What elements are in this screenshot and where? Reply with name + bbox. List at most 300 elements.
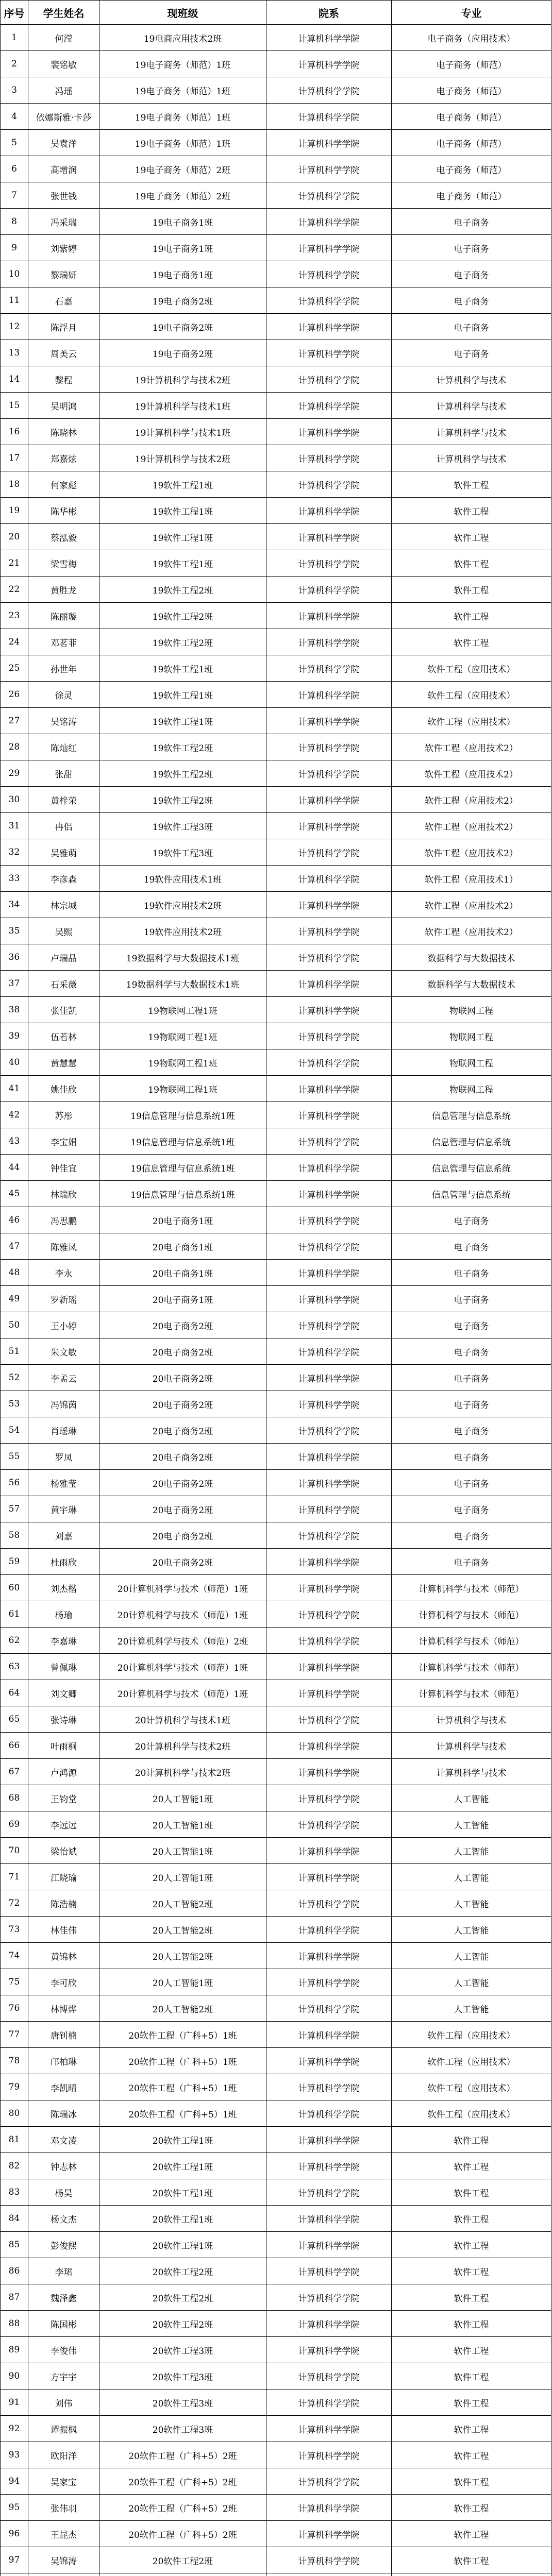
student-name: 李远远 bbox=[28, 1811, 99, 1838]
row-index: 63 bbox=[1, 1654, 28, 1680]
department: 计算机科学学院 bbox=[266, 1917, 392, 1943]
student-name: 裴铭敏 bbox=[28, 51, 99, 77]
row-index: 32 bbox=[1, 839, 28, 866]
major: 软件工程 bbox=[392, 550, 551, 577]
major: 电子商务 bbox=[392, 1260, 551, 1286]
current-class: 19软件工程1班 bbox=[99, 550, 266, 577]
major: 软件工程（应用技术） bbox=[392, 708, 551, 734]
major: 软件工程（应用技术2） bbox=[392, 839, 551, 866]
major: 电子商务 bbox=[392, 287, 551, 314]
student-name: 曾佩琳 bbox=[28, 1654, 99, 1680]
department: 计算机科学学院 bbox=[266, 25, 392, 51]
table-row bbox=[1, 603, 551, 629]
major: 软件工程 bbox=[392, 2311, 551, 2337]
current-class: 19软件应用技术1班 bbox=[99, 866, 266, 892]
student-name: 冯采瑞 bbox=[28, 209, 99, 235]
department: 计算机科学学院 bbox=[266, 445, 392, 471]
current-class: 19计算机科学与技术1班 bbox=[99, 419, 266, 445]
major: 软件工程 bbox=[392, 524, 551, 550]
table-row bbox=[1, 1549, 551, 1575]
table-row bbox=[1, 2337, 551, 2363]
department: 计算机科学学院 bbox=[266, 787, 392, 813]
current-class: 19电子商务（师范）1班 bbox=[99, 77, 266, 104]
current-class: 20人工智能2班 bbox=[99, 1995, 266, 2022]
row-index: 34 bbox=[1, 892, 28, 918]
department: 计算机科学学院 bbox=[266, 1706, 392, 1733]
department: 计算机科学学院 bbox=[266, 2363, 392, 2389]
table-row bbox=[1, 550, 551, 577]
major: 人工智能 bbox=[392, 1969, 551, 1995]
student-name: 李俊伟 bbox=[28, 2337, 99, 2363]
table-row bbox=[1, 2389, 551, 2416]
row-index: 97 bbox=[1, 2547, 28, 2573]
current-class: 20人工智能1班 bbox=[99, 1811, 266, 1838]
row-index: 11 bbox=[1, 287, 28, 314]
row-index: 18 bbox=[1, 471, 28, 498]
major: 软件工程 bbox=[392, 629, 551, 655]
current-class: 19软件工程2班 bbox=[99, 629, 266, 655]
department: 计算机科学学院 bbox=[266, 1155, 392, 1181]
major: 信息管理与信息系统 bbox=[392, 1128, 551, 1155]
student-name: 陈华彬 bbox=[28, 498, 99, 524]
current-class: 19电子商务2班 bbox=[99, 287, 266, 314]
department: 计算机科学学院 bbox=[266, 1312, 392, 1338]
department: 计算机科学学院 bbox=[266, 419, 392, 445]
current-class: 20软件工程3班 bbox=[99, 2416, 266, 2442]
department: 计算机科学学院 bbox=[266, 314, 392, 340]
table-row bbox=[1, 1890, 551, 1917]
department: 计算机科学学院 bbox=[266, 760, 392, 787]
row-index: 21 bbox=[1, 550, 28, 577]
student-name: 孙世年 bbox=[28, 655, 99, 682]
student-name: 冉侣 bbox=[28, 813, 99, 839]
major: 电子商务 bbox=[392, 340, 551, 366]
current-class: 19软件工程1班 bbox=[99, 498, 266, 524]
current-class: 20电子商务1班 bbox=[99, 1207, 266, 1233]
department: 计算机科学学院 bbox=[266, 2153, 392, 2179]
student-name: 周美云 bbox=[28, 340, 99, 366]
current-class: 20电子商务2班 bbox=[99, 1470, 266, 1496]
row-index: 58 bbox=[1, 1522, 28, 1549]
row-index: 44 bbox=[1, 1155, 28, 1181]
student-name: 张诗琳 bbox=[28, 1706, 99, 1733]
student-name: 依娜斯雅·卡莎 bbox=[28, 104, 99, 130]
major: 计算机科学与技术 bbox=[392, 1733, 551, 1759]
department: 计算机科学学院 bbox=[266, 2127, 392, 2153]
row-index: 82 bbox=[1, 2153, 28, 2179]
department: 计算机科学学院 bbox=[266, 1575, 392, 1601]
current-class: 19电商应用技术2班 bbox=[99, 25, 266, 51]
row-index: 81 bbox=[1, 2127, 28, 2153]
header-row bbox=[1, 1, 551, 25]
table-row bbox=[1, 235, 551, 261]
row-index: 7 bbox=[1, 182, 28, 209]
current-class: 20软件工程3班 bbox=[99, 2363, 266, 2389]
table-row bbox=[1, 1969, 551, 1995]
row-index: 87 bbox=[1, 2284, 28, 2311]
major: 软件工程 bbox=[392, 498, 551, 524]
student-name: 吴熙 bbox=[28, 918, 99, 944]
major: 电子商务（师范） bbox=[392, 130, 551, 156]
student-name: 张佳凯 bbox=[28, 997, 99, 1023]
row-index: 54 bbox=[1, 1417, 28, 1444]
student-name: 吴雅萌 bbox=[28, 839, 99, 866]
current-class: 19软件工程2班 bbox=[99, 603, 266, 629]
department: 计算机科学学院 bbox=[266, 2206, 392, 2232]
department: 计算机科学学院 bbox=[266, 1102, 392, 1128]
major: 软件工程 bbox=[392, 2179, 551, 2206]
major: 电子商务 bbox=[392, 1391, 551, 1417]
row-index: 61 bbox=[1, 1601, 28, 1628]
table-row bbox=[1, 2100, 551, 2127]
major: 软件工程（应用技术2） bbox=[392, 892, 551, 918]
table-row bbox=[1, 892, 551, 918]
major: 电子商务（师范） bbox=[392, 77, 551, 104]
current-class: 20电子商务2班 bbox=[99, 1417, 266, 1444]
major: 电子商务 bbox=[392, 1549, 551, 1575]
current-class: 19软件工程1班 bbox=[99, 708, 266, 734]
row-index: 52 bbox=[1, 1365, 28, 1391]
major: 软件工程 bbox=[392, 471, 551, 498]
student-name: 黄宇琳 bbox=[28, 1496, 99, 1522]
row-index: 3 bbox=[1, 77, 28, 104]
current-class: 20电子商务2班 bbox=[99, 1496, 266, 1522]
current-class: 20人工智能2班 bbox=[99, 1917, 266, 1943]
table-row bbox=[1, 1444, 551, 1470]
row-index: 92 bbox=[1, 2416, 28, 2442]
current-class: 20软件工程1班 bbox=[99, 2153, 266, 2179]
student-name: 梁雪梅 bbox=[28, 550, 99, 577]
department: 计算机科学学院 bbox=[266, 2179, 392, 2206]
current-class: 19软件工程3班 bbox=[99, 813, 266, 839]
table-row bbox=[1, 1023, 551, 1049]
current-class: 20电子商务2班 bbox=[99, 1522, 266, 1549]
department: 计算机科学学院 bbox=[266, 1365, 392, 1391]
current-class: 19软件应用技术2班 bbox=[99, 918, 266, 944]
student-name: 刘伟 bbox=[28, 2389, 99, 2416]
student-name: 陈晓林 bbox=[28, 419, 99, 445]
current-class: 20人工智能1班 bbox=[99, 1969, 266, 1995]
department: 计算机科学学院 bbox=[266, 2074, 392, 2100]
department: 计算机科学学院 bbox=[266, 2337, 392, 2363]
department: 计算机科学学院 bbox=[266, 1759, 392, 1785]
student-name: 冯锦茵 bbox=[28, 1391, 99, 1417]
department: 计算机科学学院 bbox=[266, 2284, 392, 2311]
department: 计算机科学学院 bbox=[266, 1628, 392, 1654]
department: 计算机科学学院 bbox=[266, 2389, 392, 2416]
row-index: 91 bbox=[1, 2389, 28, 2416]
student-name: 刘文卿 bbox=[28, 1680, 99, 1706]
current-class: 19计算机科学与技术2班 bbox=[99, 445, 266, 471]
current-class: 20软件工程（广科+5）2班 bbox=[99, 2442, 266, 2468]
row-index: 10 bbox=[1, 261, 28, 287]
major: 软件工程（应用技术） bbox=[392, 2074, 551, 2100]
row-index: 49 bbox=[1, 1286, 28, 1312]
student-name: 黄梓荣 bbox=[28, 787, 99, 813]
table-row bbox=[1, 1338, 551, 1365]
department: 计算机科学学院 bbox=[266, 1549, 392, 1575]
department: 计算机科学学院 bbox=[266, 1338, 392, 1365]
department: 计算机科学学院 bbox=[266, 1995, 392, 2022]
current-class: 19电子商务（师范）2班 bbox=[99, 156, 266, 182]
student-name: 陈浩楠 bbox=[28, 1890, 99, 1917]
table-row bbox=[1, 1785, 551, 1811]
current-class: 19软件工程1班 bbox=[99, 471, 266, 498]
table-row bbox=[1, 866, 551, 892]
row-index: 5 bbox=[1, 130, 28, 156]
row-index: 29 bbox=[1, 760, 28, 787]
department: 计算机科学学院 bbox=[266, 1522, 392, 1549]
department: 计算机科学学院 bbox=[266, 1785, 392, 1811]
department: 计算机科学学院 bbox=[266, 2048, 392, 2074]
major: 电子商务 bbox=[392, 1365, 551, 1391]
table-row bbox=[1, 261, 551, 287]
row-index: 27 bbox=[1, 708, 28, 734]
student-name: 吴锦涛 bbox=[28, 2547, 99, 2573]
table-row bbox=[1, 104, 551, 130]
current-class: 20软件工程2班 bbox=[99, 2547, 266, 2573]
current-class bbox=[99, 2573, 266, 2576]
table-row bbox=[1, 1365, 551, 1391]
table-row bbox=[1, 2521, 551, 2547]
row-index: 28 bbox=[1, 734, 28, 760]
student-name: 张世钱 bbox=[28, 182, 99, 209]
current-class: 19物联网工程1班 bbox=[99, 1049, 266, 1076]
major: 计算机科学与技术（师范） bbox=[392, 1601, 551, 1628]
department: 计算机科学学院 bbox=[266, 104, 392, 130]
current-class: 19信息管理与信息系统1班 bbox=[99, 1102, 266, 1128]
current-class: 19信息管理与信息系统1班 bbox=[99, 1181, 266, 1207]
table-row bbox=[1, 629, 551, 655]
table-row bbox=[1, 2022, 551, 2048]
table-row bbox=[1, 209, 551, 235]
current-class: 20软件工程1班 bbox=[99, 2179, 266, 2206]
row-index: 8 bbox=[1, 209, 28, 235]
row-index: 76 bbox=[1, 1995, 28, 2022]
student-name: 朱文敏 bbox=[28, 1338, 99, 1365]
current-class: 20软件工程（广科+5）2班 bbox=[99, 2468, 266, 2495]
row-index: 4 bbox=[1, 104, 28, 130]
student-name: 何家彪 bbox=[28, 471, 99, 498]
student-name: 冯思鹏 bbox=[28, 1207, 99, 1233]
table-row bbox=[1, 1522, 551, 1549]
table-row bbox=[1, 130, 551, 156]
row-index: 48 bbox=[1, 1260, 28, 1286]
table-row bbox=[1, 2048, 551, 2074]
current-class: 20软件工程1班 bbox=[99, 2232, 266, 2258]
major: 计算机科学与技术 bbox=[392, 1759, 551, 1785]
current-class: 20计算机科学与技术2班 bbox=[99, 1733, 266, 1759]
department: 计算机科学学院 bbox=[266, 471, 392, 498]
department: 计算机科学学院 bbox=[266, 997, 392, 1023]
current-class: 20人工智能1班 bbox=[99, 1838, 266, 1864]
current-class: 19软件工程3班 bbox=[99, 839, 266, 866]
row-index: 2 bbox=[1, 51, 28, 77]
major: 电子商务 bbox=[392, 1444, 551, 1470]
student-name: 王钧堂 bbox=[28, 1785, 99, 1811]
current-class: 20软件工程1班 bbox=[99, 2127, 266, 2153]
current-class: 20软件工程（广科+5）1班 bbox=[99, 2048, 266, 2074]
student-name: 李宝娟 bbox=[28, 1128, 99, 1155]
current-class: 20人工智能1班 bbox=[99, 1785, 266, 1811]
student-name: 石采薇 bbox=[28, 971, 99, 997]
table-row bbox=[1, 760, 551, 787]
table-row bbox=[1, 1601, 551, 1628]
current-class: 19软件工程1班 bbox=[99, 655, 266, 682]
row-index: 84 bbox=[1, 2206, 28, 2232]
department: 计算机科学学院 bbox=[266, 235, 392, 261]
row-index: 57 bbox=[1, 1496, 28, 1522]
major: 计算机科学与技术 bbox=[392, 393, 551, 419]
department: 计算机科学学院 bbox=[266, 655, 392, 682]
current-class: 19信息管理与信息系统1班 bbox=[99, 1128, 266, 1155]
current-class: 20人工智能1班 bbox=[99, 1864, 266, 1890]
department: 计算机科学学院 bbox=[266, 550, 392, 577]
student-name: 吴明鸿 bbox=[28, 393, 99, 419]
student-name: 何滢 bbox=[28, 25, 99, 51]
table-row bbox=[1, 1155, 551, 1181]
table-row bbox=[1, 2284, 551, 2311]
department: 计算机科学学院 bbox=[266, 944, 392, 971]
current-class: 20软件工程（广科+5）2班 bbox=[99, 2495, 266, 2521]
row-index: 26 bbox=[1, 682, 28, 708]
major: 电子商务 bbox=[392, 1207, 551, 1233]
row-index: 15 bbox=[1, 393, 28, 419]
department: 计算机科学学院 bbox=[266, 77, 392, 104]
major: 人工智能 bbox=[392, 1864, 551, 1890]
row-index: 67 bbox=[1, 1759, 28, 1785]
table-row bbox=[1, 787, 551, 813]
department: 计算机科学学院 bbox=[266, 577, 392, 603]
student-name: 邓文凌 bbox=[28, 2127, 99, 2153]
department: 计算机科学学院 bbox=[266, 813, 392, 839]
student-name: 陈灿红 bbox=[28, 734, 99, 760]
student-name: 黎程 bbox=[28, 366, 99, 393]
major: 人工智能 bbox=[392, 1943, 551, 1969]
department: 计算机科学学院 bbox=[266, 1811, 392, 1838]
table-row bbox=[1, 2074, 551, 2100]
student-name: 叶雨桐 bbox=[28, 1733, 99, 1759]
department: 计算机科学学院 bbox=[266, 1496, 392, 1522]
student-name: 陈浮月 bbox=[28, 314, 99, 340]
major: 软件工程 bbox=[392, 2363, 551, 2389]
table-row bbox=[1, 1233, 551, 1260]
row-index: 12 bbox=[1, 314, 28, 340]
student-name bbox=[28, 2573, 99, 2576]
major: 计算机科学与技术（师范） bbox=[392, 1680, 551, 1706]
current-class: 19电子商务1班 bbox=[99, 261, 266, 287]
major: 电子商务 bbox=[392, 1417, 551, 1444]
department: 计算机科学学院 bbox=[266, 1969, 392, 1995]
major: 软件工程 bbox=[392, 2521, 551, 2547]
current-class: 19计算机科学与技术1班 bbox=[99, 393, 266, 419]
student-name: 林博烨 bbox=[28, 1995, 99, 2022]
current-class: 20软件工程2班 bbox=[99, 2258, 266, 2284]
major: 电子商务（师范） bbox=[392, 51, 551, 77]
table-row bbox=[1, 971, 551, 997]
current-class: 19电子商务2班 bbox=[99, 314, 266, 340]
department: 计算机科学学院 bbox=[266, 629, 392, 655]
major: 软件工程（应用技术2） bbox=[392, 734, 551, 760]
department: 计算机科学学院 bbox=[266, 1864, 392, 1890]
current-class: 19电子商务1班 bbox=[99, 209, 266, 235]
student-name: 杨昊 bbox=[28, 2179, 99, 2206]
table-row bbox=[1, 1312, 551, 1338]
student-name: 黎瑞妍 bbox=[28, 261, 99, 287]
table-row bbox=[1, 1207, 551, 1233]
table-row bbox=[1, 918, 551, 944]
department: 计算机科学学院 bbox=[266, 708, 392, 734]
department: 计算机科学学院 bbox=[266, 340, 392, 366]
student-name: 林瑞欣 bbox=[28, 1181, 99, 1207]
student-name: 王小婷 bbox=[28, 1312, 99, 1338]
major: 软件工程（应用技术1） bbox=[392, 866, 551, 892]
student-name: 高增润 bbox=[28, 156, 99, 182]
major: 物联网工程 bbox=[392, 1076, 551, 1102]
current-class: 20计算机科学与技术（师范）1班 bbox=[99, 1680, 266, 1706]
major: 电子商务 bbox=[392, 261, 551, 287]
student-name: 罗新瑶 bbox=[28, 1286, 99, 1312]
table-row bbox=[1, 1102, 551, 1128]
current-class: 20软件工程（广科+5）1班 bbox=[99, 2022, 266, 2048]
table-row bbox=[1, 2442, 551, 2468]
student-name: 唐钊楠 bbox=[28, 2022, 99, 2048]
row-index: 47 bbox=[1, 1233, 28, 1260]
row-index: 42 bbox=[1, 1102, 28, 1128]
current-class: 19物联网工程1班 bbox=[99, 1076, 266, 1102]
header-current-class: 现班级 bbox=[99, 1, 266, 25]
row-index: 56 bbox=[1, 1470, 28, 1496]
major: 人工智能 bbox=[392, 1917, 551, 1943]
row-index: 69 bbox=[1, 1811, 28, 1838]
major: 软件工程 bbox=[392, 2337, 551, 2363]
row-index: 20 bbox=[1, 524, 28, 550]
current-class: 20计算机科学与技术1班 bbox=[99, 1706, 266, 1733]
current-class: 20软件工程2班 bbox=[99, 2284, 266, 2311]
current-class: 20软件工程2班 bbox=[99, 2311, 266, 2337]
current-class: 19数据科学与大数据技术1班 bbox=[99, 944, 266, 971]
row-index: 33 bbox=[1, 866, 28, 892]
current-class: 20电子商务1班 bbox=[99, 1233, 266, 1260]
current-class: 20计算机科学与技术2班 bbox=[99, 1759, 266, 1785]
major: 软件工程 bbox=[392, 2127, 551, 2153]
department: 计算机科学学院 bbox=[266, 1943, 392, 1969]
table-row bbox=[1, 1759, 551, 1785]
current-class: 19信息管理与信息系统1班 bbox=[99, 1155, 266, 1181]
current-class: 19计算机科学与技术2班 bbox=[99, 366, 266, 393]
student-name: 王昆杰 bbox=[28, 2521, 99, 2547]
row-index: 74 bbox=[1, 1943, 28, 1969]
student-name: 李永 bbox=[28, 1260, 99, 1286]
student-name: 李珺 bbox=[28, 2258, 99, 2284]
major: 人工智能 bbox=[392, 1995, 551, 2022]
row-index: 71 bbox=[1, 1864, 28, 1890]
table-row bbox=[1, 1496, 551, 1522]
major: 信息管理与信息系统 bbox=[392, 1155, 551, 1181]
row-index: 50 bbox=[1, 1312, 28, 1338]
current-class: 20电子商务2班 bbox=[99, 1312, 266, 1338]
student-name: 陈瑞冰 bbox=[28, 2100, 99, 2127]
table-row bbox=[1, 25, 551, 51]
table-row bbox=[1, 1470, 551, 1496]
department: 计算机科学学院 bbox=[266, 892, 392, 918]
current-class: 19电子商务1班 bbox=[99, 235, 266, 261]
row-index: 89 bbox=[1, 2337, 28, 2363]
major: 信息管理与信息系统 bbox=[392, 1102, 551, 1128]
row-index: 24 bbox=[1, 629, 28, 655]
row-index: 16 bbox=[1, 419, 28, 445]
major: 电子商务 bbox=[392, 1286, 551, 1312]
